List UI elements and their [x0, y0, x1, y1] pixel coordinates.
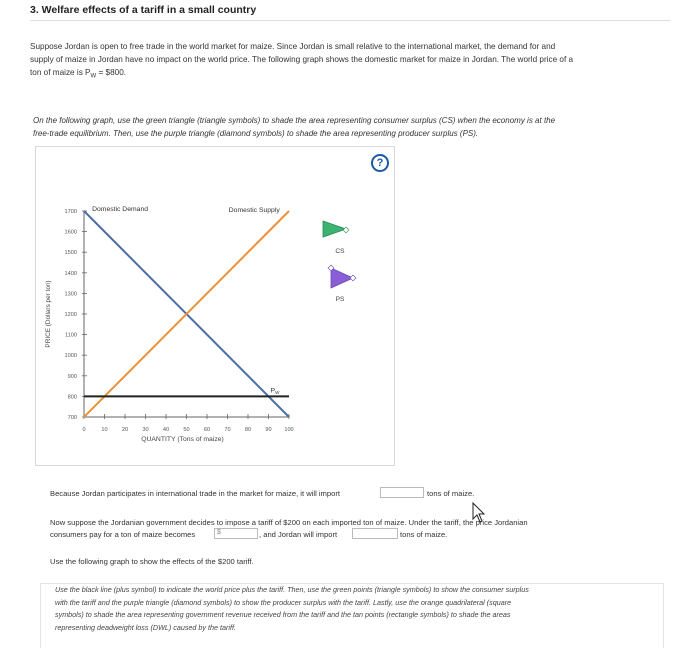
- y-tick-label: 1000: [64, 353, 77, 360]
- intro-line-2: supply of maize in Jordan have no impact on the world price. The following graph shows the domestic market for maize in Jordan. The world price of a: [30, 55, 574, 64]
- surplus-graph[interactable]: [36, 147, 392, 463]
- bottom-line-3: symbols) to shade the area representing government revenue received from the tariff and the tan points (rectangle symbols) to shade the areas: [55, 610, 511, 619]
- x-tick-label: 60: [203, 427, 211, 433]
- bottom-line-4: representing deadweight loss (DWL) caused by the tariff.: [55, 622, 236, 632]
- tariff-instruction: [55, 584, 630, 634]
- instruction-line-1: On the following graph, use the green triangle (triangle symbols) to shade the area representing consumer surplus (CS) when the economy is at the: [33, 116, 556, 125]
- x-tick-label: 20: [121, 427, 129, 433]
- help-icon[interactable]: ?: [371, 154, 389, 172]
- y-tick-label: 800: [67, 394, 77, 401]
- intro-line-3-start: ton of maize is P: [30, 68, 91, 77]
- cs-tool-label: CS: [335, 248, 345, 255]
- ps-handle-icon: [350, 275, 356, 281]
- x-tick-label: 90: [265, 427, 272, 433]
- instruction-line-2: free-trade equilibrium. Then, use the purple triangle (diamond symbols) to shade the area representing producer surplus (PS).: [33, 129, 479, 138]
- import-quantity-input[interactable]: [380, 487, 424, 498]
- bottom-line-1: Use the black line (plus symbol) to indicate the world price plus the tariff. Then, use the green points (triangle symbols) to show the consumer surplus: [55, 585, 529, 594]
- intro-price-subscript: W: [90, 73, 97, 80]
- x-tick-label: 10: [101, 427, 108, 433]
- graph-labels: [45, 206, 294, 443]
- y-tick-label: 1100: [64, 332, 77, 339]
- intro-line-1: Suppose Jordan is open to free trade in the world market for maize. Since Jordan is small relative to the international market, the demand for and: [30, 42, 556, 51]
- y-tick-label: 900: [67, 373, 77, 380]
- mouse-pointer-icon: [470, 502, 486, 524]
- y-tick-label: 1700: [64, 209, 77, 215]
- y-axis-label: PRICE (Dollars per ton): [45, 280, 52, 348]
- graph-instruction: [33, 114, 653, 140]
- q2-suffix: tons of maize.: [400, 530, 448, 539]
- x-tick-label: 70: [224, 427, 231, 433]
- world-price-label: $P_W$: [270, 387, 280, 395]
- q2-text-a: Now suppose the Jordanian government decides to impose a tariff of $200 on each imported ton of maize. Under the tariff, the price Jordanian: [50, 518, 528, 527]
- tariff-price-input[interactable]: [214, 528, 258, 539]
- x-tick-label: 0: [82, 427, 86, 433]
- q1-text: Because Jordan participates in international trade in the market for maize, it will import: [50, 489, 340, 498]
- tariff-import-input[interactable]: [352, 528, 398, 539]
- x-tick-label: 100: [284, 427, 294, 433]
- q3-text: Use the following graph to show the effects of the $200 tariff.: [50, 557, 254, 566]
- cs-triangle-tool-icon[interactable]: [323, 221, 346, 237]
- q2-text-b: consumers pay for a ton of maize becomes: [50, 530, 196, 539]
- currency-symbol: $: [217, 529, 221, 536]
- domestic-supply-label: Domestic Supply: [228, 207, 280, 214]
- drawing-palette[interactable]: [323, 221, 356, 303]
- y-tick-label: 1200: [64, 312, 77, 318]
- x-tick-label: 80: [244, 427, 252, 433]
- bottom-line-2: with the tariff and the purple triangle (diamond symbols) to show the producer surplus with the tariff. Lastly, use the orange quadrilateral (square: [55, 597, 512, 607]
- x-tick-label: 50: [183, 427, 190, 433]
- x-axis-label: QUANTITY (Tons of maize): [141, 436, 224, 443]
- ps-tool-label: PS: [335, 296, 345, 303]
- y-tick-label: 1600: [64, 229, 77, 236]
- q2-mid: , and Jordan will import: [259, 530, 338, 539]
- intro-paragraph: [30, 40, 660, 84]
- graph-curves[interactable]: [84, 211, 289, 417]
- q1-suffix: tons of maize.: [427, 489, 475, 498]
- intro-line-3: [30, 66, 660, 84]
- domestic-demand-label: Domestic Demand: [92, 206, 149, 213]
- intro-line-3-end: = $800.: [96, 68, 127, 77]
- x-tick-label: 40: [162, 427, 170, 433]
- x-tick-label: 30: [142, 427, 149, 433]
- y-tick-label: 1300: [64, 291, 77, 298]
- y-tick-label: 1400: [64, 270, 77, 277]
- y-tick-label: 700: [67, 415, 77, 421]
- title-divider: [30, 20, 670, 21]
- y-tick-label: 1500: [64, 250, 77, 257]
- page-title: 3. Welfare effects of a tariff in a small country: [30, 4, 257, 16]
